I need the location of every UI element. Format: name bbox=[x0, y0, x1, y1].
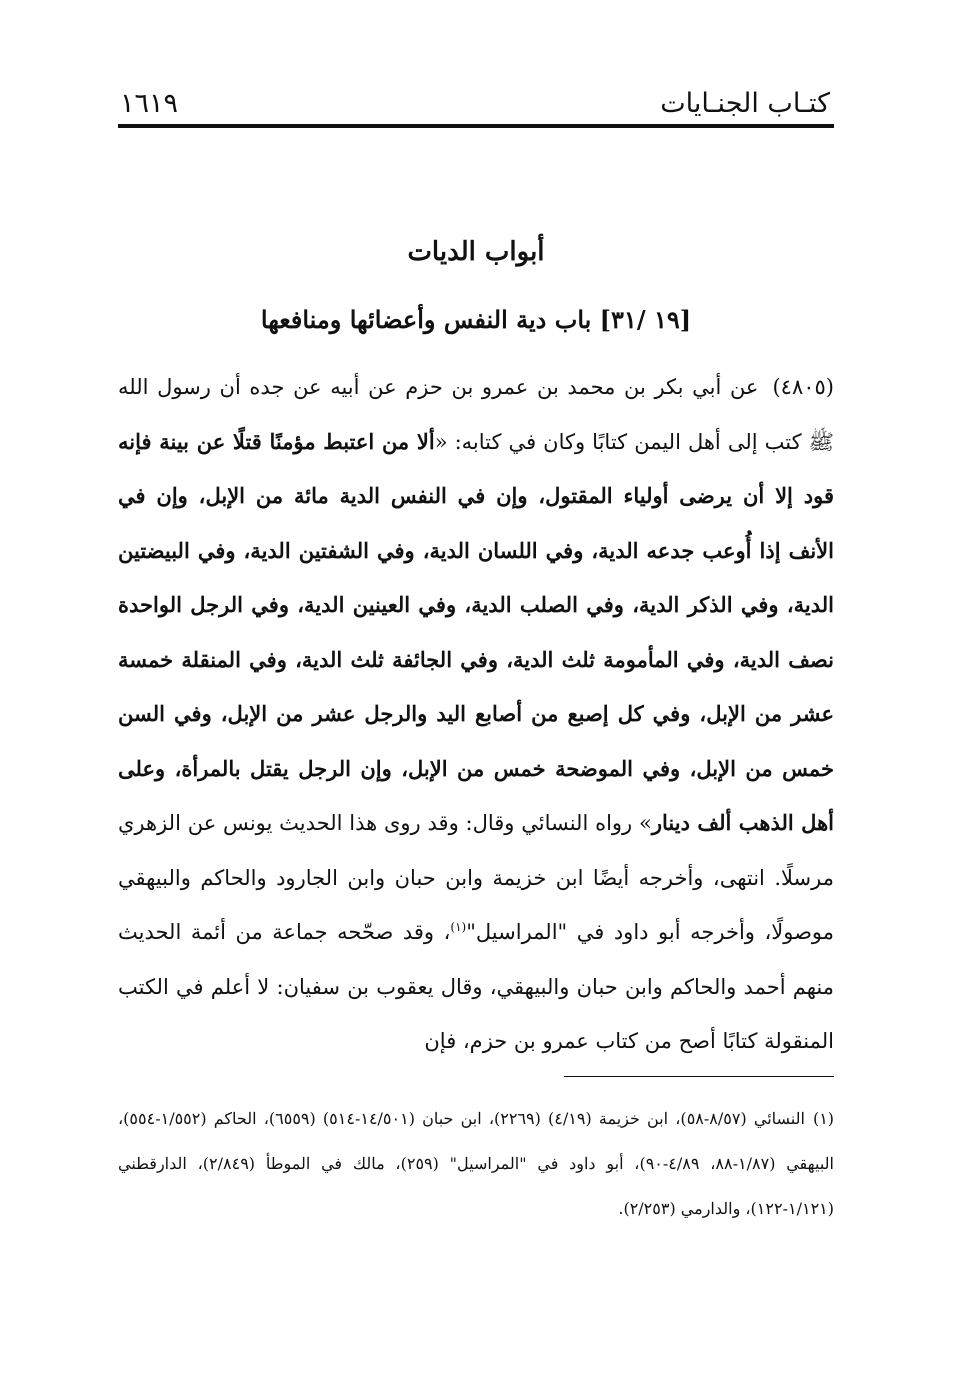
hadith-paragraph bbox=[118, 360, 834, 1069]
hadith-commentary-end: ، وقد صحّحه جماعة من أئمة الحديث منهم أحمد والحاكم وابن حبان والبيهقي، وقال يعقوب بن سفيان: لا أعلم في الكتب المنقولة كتابًا أصح من كتاب عمرو بن حزم، فإن bbox=[118, 920, 834, 1053]
footnote-marker: (١) bbox=[812, 1109, 835, 1128]
running-title: كتـاب الجنـايات bbox=[660, 88, 830, 119]
footnote-reference: (١) bbox=[450, 920, 467, 934]
section-title: أبواب الديات bbox=[407, 237, 545, 267]
header-rule bbox=[118, 124, 834, 128]
footnote-rule bbox=[564, 1076, 834, 1077]
footnote-text: النسائي (٨/٥٧-٥٨)، ابن خزيمة (٤/١٩) (٢٢٦٩)، ابن حبان (١٤/٥٠١-٥١٤) (٦٥٥٩)، الحاكم (١/٥٥٢-٥٥٤)، البيهقي (١/٨٧-٨٨، ٤/٨٩-٩٠)، أبو داود في "المراسيل" (٢٥٩)، مالك في الموطأ (٢/٨٤٩)، الدارقطني (١/١٢١-١٢٢)، والدارمي (٢/٢٥٣). bbox=[118, 1109, 834, 1218]
hadith-number: (٤٨٠٥) bbox=[772, 375, 834, 399]
chapter-title: [١٩ /٣١] باب دية النفس وأعضائها ومنافعها bbox=[260, 305, 692, 334]
page-number: ١٦١٩ bbox=[120, 88, 179, 119]
hadith-quote: ألا من اعتبط مؤمنًا قتلًا عن بينة فإنه قود إلا أن يرضى أولياء المقتول، وإن في النفس الدية مائة من الإبل، وإن في الأنف إذا أُوعب جدعه الدية، وفي اللسان الدية، وفي الشفتين الدية، وفي البيضتين الدية، وفي الذكر الدية، وفي الصلب الدية، وفي العينين الدية، وفي الرجل الواحدة نصف الدية، وفي المأمومة ثلث الدية، وفي الجائفة ثلث الدية، وفي المنقلة خمسة عشر من الإبل، وفي كل إصبع من أصابع اليد والرجل عشر من الإبل، وفي السن خمس من الإبل، وفي الموضحة خمس من الإبل، وإن الرجل يقتل بالمرأة، وعلى أهل الذهب ألف دينار bbox=[118, 428, 834, 835]
hadith-commentary: » رواه النسائي وقال: وقد روى هذا الحديث يونس عن الزهري مرسلًا. انتهى، وأخرجه أيضًا ابن خزيمة وابن حبان وابن الجارود والحاكم والبيهقي موصولًا، وأخرجه أبو داود في "المراسيل" bbox=[118, 811, 835, 944]
footnote bbox=[118, 1096, 834, 1231]
hadith-intro: عن أبي بكر بن محمد بن عمرو بن حزم عن أبيه عن جده أن رسول الله ﷺ كتب إلى أهل اليمن كتابًا وكان في كتابه: « bbox=[118, 375, 834, 454]
